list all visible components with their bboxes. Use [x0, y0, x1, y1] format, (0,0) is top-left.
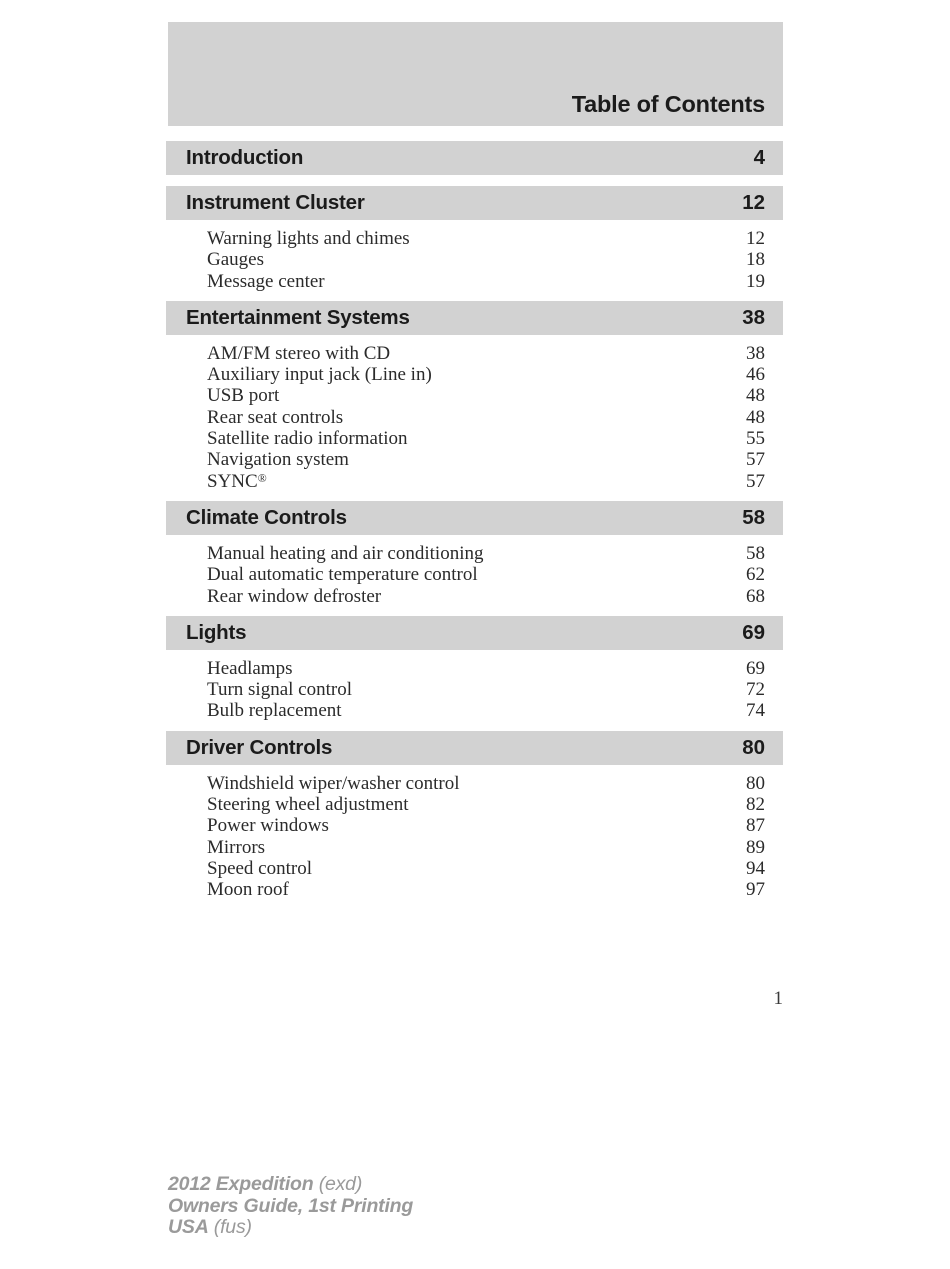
footer-line-2	[168, 1196, 413, 1218]
toc-entry-list	[166, 335, 783, 501]
toc-header-band	[168, 22, 783, 126]
toc-entry[interactable]	[166, 428, 783, 449]
toc-entry-list	[166, 650, 783, 731]
toc-section-title: Entertainment Systems	[186, 305, 410, 329]
toc-section-title: Driver Controls	[186, 735, 333, 759]
toc-entry[interactable]	[166, 837, 783, 858]
toc-entry-label: AM/FM stereo with CD	[207, 342, 391, 364]
toc-entry-page: 46	[746, 364, 765, 386]
toc-entry-page: 74	[746, 700, 765, 722]
toc-entry[interactable]	[166, 407, 783, 428]
toc-section-page: 58	[742, 505, 765, 529]
toc-section-header[interactable]	[166, 301, 783, 335]
footer-market: USA	[168, 1216, 209, 1238]
toc-entry-label: USB port	[207, 385, 280, 407]
toc-entry-label: Auxiliary input jack (Line in)	[207, 364, 432, 386]
toc-entry-page: 57	[746, 470, 765, 492]
toc-section-title: Climate Controls	[186, 505, 347, 529]
toc-section-page: 80	[742, 735, 765, 759]
toc-entry-list	[166, 220, 783, 301]
toc-entry-page: 69	[746, 657, 765, 679]
toc-entry[interactable]	[166, 879, 783, 900]
page-number: 1	[773, 988, 783, 1009]
toc-entry[interactable]	[166, 700, 783, 721]
toc-entry[interactable]	[166, 343, 783, 364]
document-footer	[168, 1174, 413, 1239]
page-title: Table of Contents	[571, 91, 765, 117]
toc-section-page: 69	[742, 620, 765, 644]
registered-trademark-icon: ®	[257, 471, 267, 485]
toc-entry[interactable]	[166, 271, 783, 292]
toc-section-header[interactable]	[166, 141, 783, 175]
toc-entry-label: Message center	[207, 270, 325, 292]
toc-entry-label: Rear window defroster	[207, 585, 382, 607]
toc-entry[interactable]	[166, 564, 783, 585]
toc-entry-page: 89	[746, 836, 765, 858]
toc-entry[interactable]	[166, 658, 783, 679]
toc-entry-label: Power windows	[207, 815, 329, 837]
toc-entry-page: 58	[746, 542, 765, 564]
toc-section-title: Introduction	[186, 145, 304, 169]
toc-entry-page: 38	[746, 342, 765, 364]
toc-entry-page: 87	[746, 815, 765, 837]
toc-entry-label-text: SYNC	[207, 470, 258, 492]
footer-line-1	[168, 1174, 413, 1196]
toc-entry[interactable]	[166, 449, 783, 470]
toc-entry-label: Headlamps	[207, 657, 293, 679]
toc-entry-page: 48	[746, 406, 765, 428]
toc-section	[166, 301, 783, 501]
toc-entry-page: 57	[746, 449, 765, 471]
toc-entry-label: Dual automatic temperature control	[207, 564, 478, 586]
toc-section-header[interactable]	[166, 501, 783, 535]
toc-entry-label: Windshield wiper/washer control	[207, 772, 460, 794]
toc-entry-label: Bulb replacement	[207, 700, 342, 722]
toc-entry-label: Steering wheel adjustment	[207, 794, 409, 816]
toc-entry-page: 12	[746, 228, 765, 249]
toc-entry[interactable]	[166, 858, 783, 879]
toc-section-title: Instrument Cluster	[186, 190, 365, 214]
toc-entry[interactable]	[166, 543, 783, 564]
toc-entry[interactable]	[166, 364, 783, 385]
toc-section-header[interactable]	[166, 616, 783, 650]
table-of-contents	[166, 141, 783, 910]
toc-section-header[interactable]	[166, 731, 783, 765]
toc-entry-page: 72	[746, 679, 765, 701]
toc-entry-label: Navigation system	[207, 449, 349, 471]
footer-model-code: (exd)	[318, 1173, 363, 1195]
toc-entry-label: Turn signal control	[207, 679, 352, 701]
toc-entry-label: Mirrors	[207, 836, 266, 858]
toc-entry[interactable]	[166, 794, 783, 815]
footer-model: 2012 Expedition	[168, 1173, 314, 1195]
toc-entry-page: 68	[746, 585, 765, 607]
toc-entry[interactable]	[166, 773, 783, 794]
toc-entry[interactable]	[166, 815, 783, 836]
toc-section	[166, 501, 783, 616]
toc-entry-page: 62	[746, 564, 765, 586]
toc-section-page: 12	[742, 190, 765, 214]
toc-entry-page: 80	[746, 772, 765, 794]
toc-entry-page: 97	[746, 879, 765, 901]
toc-section-page: 4	[753, 145, 765, 169]
footer-market-code: (fus)	[213, 1216, 252, 1238]
toc-entry-page: 18	[746, 249, 765, 271]
toc-section-page: 38	[742, 305, 765, 329]
toc-section	[166, 141, 783, 186]
footer-guide: Owners Guide, 1st Printing	[168, 1194, 414, 1217]
toc-entry-list	[166, 765, 783, 910]
toc-entry-label: Manual heating and air conditioning	[207, 542, 484, 564]
toc-section	[166, 186, 783, 301]
toc-entry[interactable]	[166, 228, 783, 249]
toc-entry-page: 94	[746, 857, 765, 879]
toc-entry-page: 82	[746, 794, 765, 816]
toc-entry-label: Speed control	[207, 857, 313, 879]
toc-section-header[interactable]	[166, 186, 783, 220]
toc-entry-label: Rear seat controls	[207, 406, 344, 428]
toc-entry-label: Moon roof	[207, 879, 289, 901]
toc-entry-page: 48	[746, 385, 765, 407]
footer-line-3	[168, 1217, 413, 1239]
toc-entry[interactable]	[166, 385, 783, 406]
toc-section-spacer	[166, 175, 783, 186]
toc-entry-label: Satellite radio information	[207, 428, 408, 450]
toc-entry-label: Warning lights and chimes	[207, 228, 410, 249]
toc-section	[166, 731, 783, 910]
toc-entry[interactable]	[166, 586, 783, 607]
toc-entry[interactable]	[166, 249, 783, 270]
toc-entry[interactable]	[166, 471, 783, 492]
toc-entry-page: 19	[746, 270, 765, 292]
toc-entry-list	[166, 535, 783, 616]
toc-entry[interactable]	[166, 679, 783, 700]
toc-section	[166, 616, 783, 731]
toc-entry-label	[207, 471, 267, 492]
toc-section-title: Lights	[186, 620, 247, 644]
toc-entry-page: 55	[746, 428, 765, 450]
toc-entry-label: Gauges	[207, 249, 264, 271]
